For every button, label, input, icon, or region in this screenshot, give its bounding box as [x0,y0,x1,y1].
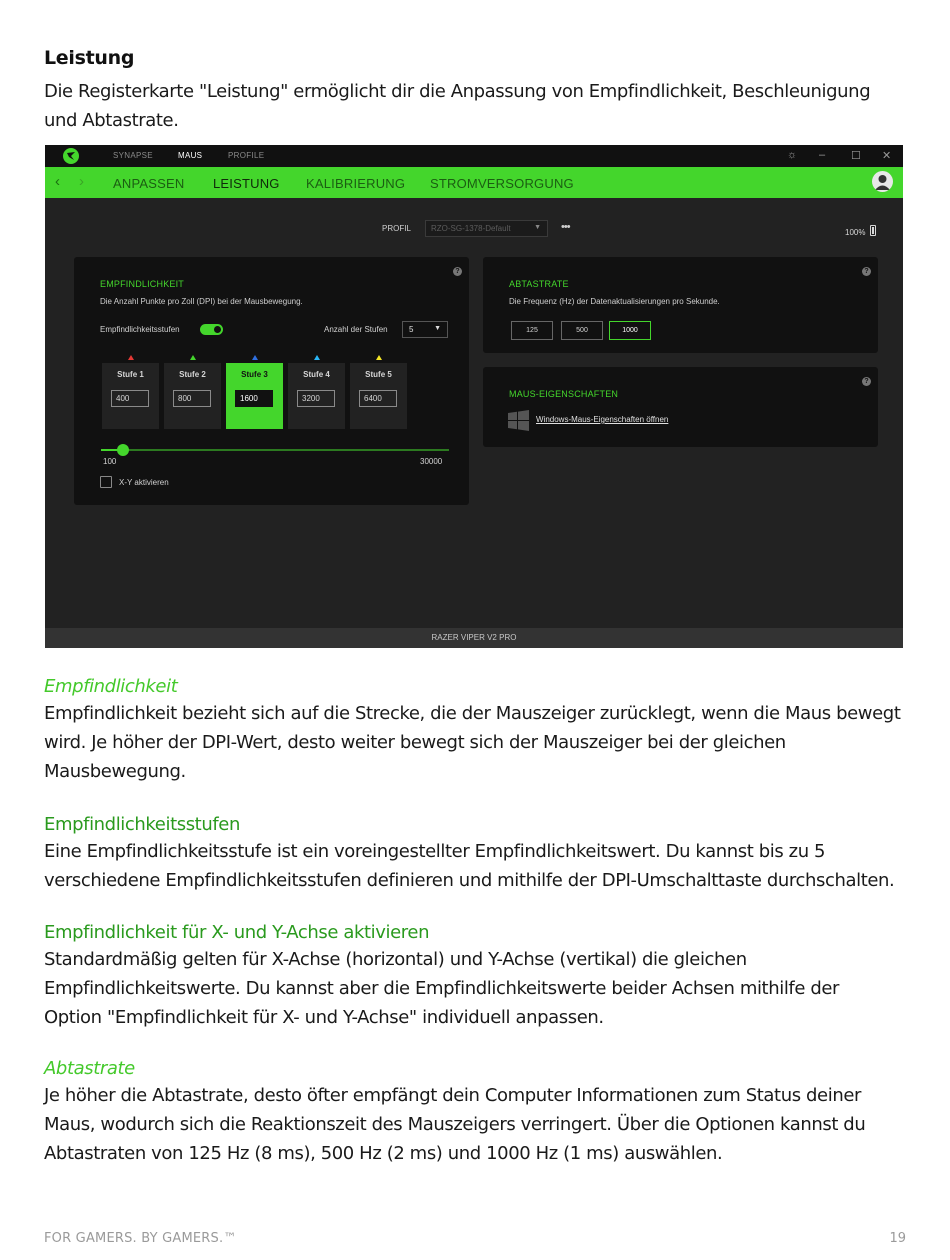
dpi-slider-track[interactable] [101,449,449,451]
section-title: Abtastrate [44,1058,135,1079]
section-title: Empfindlichkeitsstufen [44,814,240,835]
paragraph-line: Empfindlichkeitswerte. Du kannst aber die Empfindlichkeitswerte beider Achsen mithilfe der [44,978,840,999]
profile-dropdown[interactable] [425,220,548,237]
rate-button-1000[interactable]: 1000 [609,321,651,340]
mouse-properties-panel [483,367,878,447]
tab-profile[interactable]: PROFILE [228,151,265,160]
tab-stromversorgung[interactable]: STROMVERSORGUNG [430,176,574,191]
title-bar [45,145,903,167]
stage-card-3[interactable] [226,363,283,429]
intro-paragraph [44,77,914,135]
sensitivity-description: Die Anzahl Punkte pro Zoll (DPI) bei der Mausbewegung. [100,297,303,306]
maximize-icon[interactable]: ☐ [851,150,861,162]
user-avatar-icon[interactable] [872,171,893,192]
stage-name: Stufe 3 [241,370,268,379]
help-icon[interactable]: ? [862,267,871,276]
paragraph-line: Empfindlichkeit bezieht sich auf die Strecke, die der Mauszeiger zurücklegt, wenn die Maus bewegt [44,703,901,724]
paragraph-line: Maus, wodurch sich die Reaktionszeit des Mauszeigers verringert. Über die Optionen kannst du [44,1114,866,1135]
polling-rate-title: ABTASTRATE [509,279,569,289]
rate-button-125[interactable]: 125 [511,321,553,340]
section-xy-achse [44,922,914,1032]
stage-count-label: Anzahl der Stufen [324,325,388,334]
stage-dpi-input[interactable]: 3200 [297,390,335,407]
paragraph-line: Mausbewegung. [44,761,186,782]
section-abtastrate [44,1058,914,1168]
stage-card-2[interactable] [164,363,221,429]
stage-count-value: 5 [409,325,414,334]
intro-line: Die Registerkarte "Leistung" ermöglicht dir die Anpassung von Empfindlichkeit, Beschleunigung [44,81,871,102]
stage-marker-icon [190,355,196,360]
paragraph-line: wird. Je höher der DPI-Wert, desto weiter bewegt sich der Mauszeiger bei der gleichen [44,732,786,753]
help-icon[interactable]: ? [453,267,462,276]
nav-bar [45,167,903,198]
sensitivity-stages-toggle[interactable] [200,324,223,335]
stage-marker-icon [128,355,134,360]
section-title: Empfindlichkeit für X- und Y-Achse aktivieren [44,922,430,943]
tab-maus[interactable]: MAUS [178,151,203,160]
status-bar [45,628,903,648]
stage-marker-icon [376,355,382,360]
razer-synapse-window [45,145,903,648]
stage-dpi-input[interactable]: 800 [173,390,211,407]
paragraph-line: Standardmäßig gelten für X-Achse (horizontal) und Y-Achse (vertikal) die gleichen [44,949,747,970]
more-options-icon[interactable]: ••• [561,221,570,233]
profile-label: PROFIL [382,224,411,233]
sensitivity-stages-label: Empfindlichkeitsstufen [100,325,180,334]
tab-kalibrierung[interactable]: KALIBRIERUNG [306,176,406,191]
windows-logo-icon [508,410,529,431]
stage-name: Stufe 4 [303,370,330,379]
xy-enable-label: X-Y aktivieren [119,478,169,487]
razer-logo-icon [63,148,79,164]
paragraph-line: Abtastraten von 125 Hz (8 ms), 500 Hz (2 ms) und 1000 Hz (1 ms) auswählen. [44,1143,723,1164]
minimize-icon[interactable]: – [819,149,826,161]
paragraph-line: Option "Empfindlichkeit für X- und Y-Achse" individuell anpassen. [44,1007,604,1028]
stage-card-1[interactable] [102,363,159,429]
tab-synapse[interactable]: SYNAPSE [113,151,153,160]
stage-dpi-input[interactable]: 6400 [359,390,397,407]
battery-icon [870,225,876,236]
sensitivity-title: EMPFINDLICHKEIT [100,279,185,289]
chevron-down-icon: ▼ [434,325,441,332]
help-icon[interactable]: ? [862,377,871,386]
stage-name: Stufe 1 [117,370,144,379]
dpi-slider-thumb[interactable] [117,444,129,456]
tab-anpassen[interactable]: ANPASSEN [113,176,185,191]
stage-count-dropdown[interactable] [402,321,448,338]
stage-marker-icon [314,355,320,360]
section-title: Empfindlichkeit [44,676,178,697]
stage-marker-icon [252,355,258,360]
paragraph-line: Eine Empfindlichkeitsstufe ist ein voreingestellter Empfindlichkeitswert. Du kannst bis zu 5 [44,841,826,862]
section-empfindlichkeit [44,676,914,786]
xy-enable-checkbox[interactable] [100,476,112,488]
windows-mouse-properties-link[interactable]: Windows-Maus-Eigenschaften öffnen [536,415,669,424]
stage-dpi-input[interactable]: 1600 [235,390,273,407]
stage-dpi-input[interactable]: 400 [111,390,149,407]
forward-arrow-icon[interactable]: › [79,173,84,190]
chevron-down-icon: ▼ [534,224,541,231]
paragraph-line: verschiedene Empfindlichkeitsstufen definieren und mithilfe der DPI-Umschalttaste durchschalten. [44,870,895,891]
settings-gear-icon[interactable]: ☼ [787,149,798,161]
polling-rate-description: Die Frequenz (Hz) der Datenaktualisierungen pro Sekunde. [509,297,720,306]
profile-value: RZO-SG-1378-Default [431,224,511,233]
section-empfindlichkeitsstufen [44,814,914,895]
stage-name: Stufe 2 [179,370,206,379]
mouse-properties-title: MAUS-EIGENSCHAFTEN [509,389,619,399]
intro-line: und Abtastrate. [44,110,179,131]
slider-min-label: 100 [103,457,117,466]
page-number: 19 [889,1231,906,1246]
rate-button-500[interactable]: 500 [561,321,603,340]
close-icon[interactable]: ✕ [882,150,892,162]
stage-card-5[interactable] [350,363,407,429]
back-arrow-icon[interactable]: ‹ [55,173,60,190]
section-heading: Leistung [44,47,135,69]
device-name: RAZER VIPER V2 PRO [431,633,517,642]
stage-name: Stufe 5 [365,370,392,379]
stage-card-4[interactable] [288,363,345,429]
slider-max-label: 30000 [420,457,443,466]
footer-slogan: FOR GAMERS. BY GAMERS.™ [44,1231,237,1246]
tab-leistung[interactable]: LEISTUNG [213,176,280,191]
paragraph-line: Je höher die Abtastrate, desto öfter empfängt dein Computer Informationen zum Status deiner [44,1085,862,1106]
battery-level: 100% [845,228,866,237]
